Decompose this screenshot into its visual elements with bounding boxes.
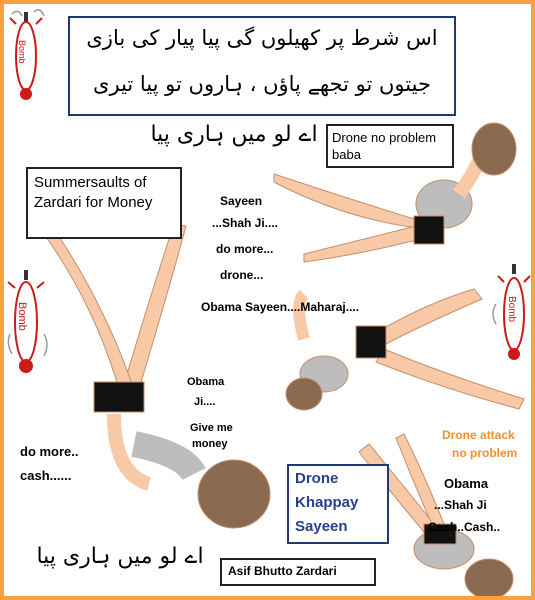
text-obama-ji-4: money <box>192 438 228 450</box>
bomb-icon <box>10 10 44 100</box>
urdu-verse-line-1: اس شرط پر کھیلوں گی پیا پیار کی بازی <box>86 26 438 50</box>
text-obama-maharaj: Obama Sayeen....Maharaj.... <box>201 300 360 314</box>
bomb-label: Bomb <box>16 302 28 331</box>
caption-box <box>26 167 182 239</box>
urdu-verse-box <box>68 16 456 116</box>
drone-khappay-box <box>287 464 389 544</box>
text-drone-attack-2: no problem <box>452 446 518 460</box>
text-sayeen-4: drone... <box>220 268 264 282</box>
speech-bubble-drone <box>326 124 454 168</box>
text-obama-ji-3: Give me <box>190 422 233 434</box>
text-sayeen-2: ...Shah Ji.... <box>212 216 279 230</box>
urdu-line-mid: اے لو میں ہاری پیا <box>150 122 318 147</box>
drone-khappay-line-3: Sayeen <box>295 518 348 535</box>
text-sayeen-1: Sayeen <box>220 194 263 208</box>
text-obama-shah-3: Cash..Cash.. <box>428 520 501 534</box>
bomb-label: Bomb <box>17 40 27 64</box>
text-obama-shah-1: Obama <box>444 476 489 491</box>
text-obama-ji-2: Ji.... <box>194 396 216 408</box>
text-obama-shah-2: ...Shah Ji <box>434 498 487 512</box>
text-drone-attack-1: Drone attack <box>442 428 515 442</box>
drone-khappay-line-1: Drone <box>295 470 339 487</box>
text-sayeen-3: do more... <box>216 242 274 256</box>
text-do-more-2: cash...... <box>20 468 72 483</box>
urdu-line-bottom: اے لو میں ہاری پیا <box>36 544 204 569</box>
speech-bubble-text: Drone no problem baba <box>332 130 437 162</box>
name-label-box <box>220 558 376 586</box>
text-do-more-1: do more.. <box>20 444 79 459</box>
drone-khappay-line-2: Khappay <box>295 494 359 511</box>
urdu-verse-line-2: جیتوں تو تجھے پاؤں ، ہاروں تو پیا تیری <box>93 72 431 96</box>
name-label-text: Asif Bhutto Zardari <box>228 564 337 578</box>
caption-text: Summersaults of Zardari for Money <box>34 174 153 211</box>
text-obama-ji-1: Obama <box>187 376 225 388</box>
bomb-label: Bomb <box>506 296 517 323</box>
